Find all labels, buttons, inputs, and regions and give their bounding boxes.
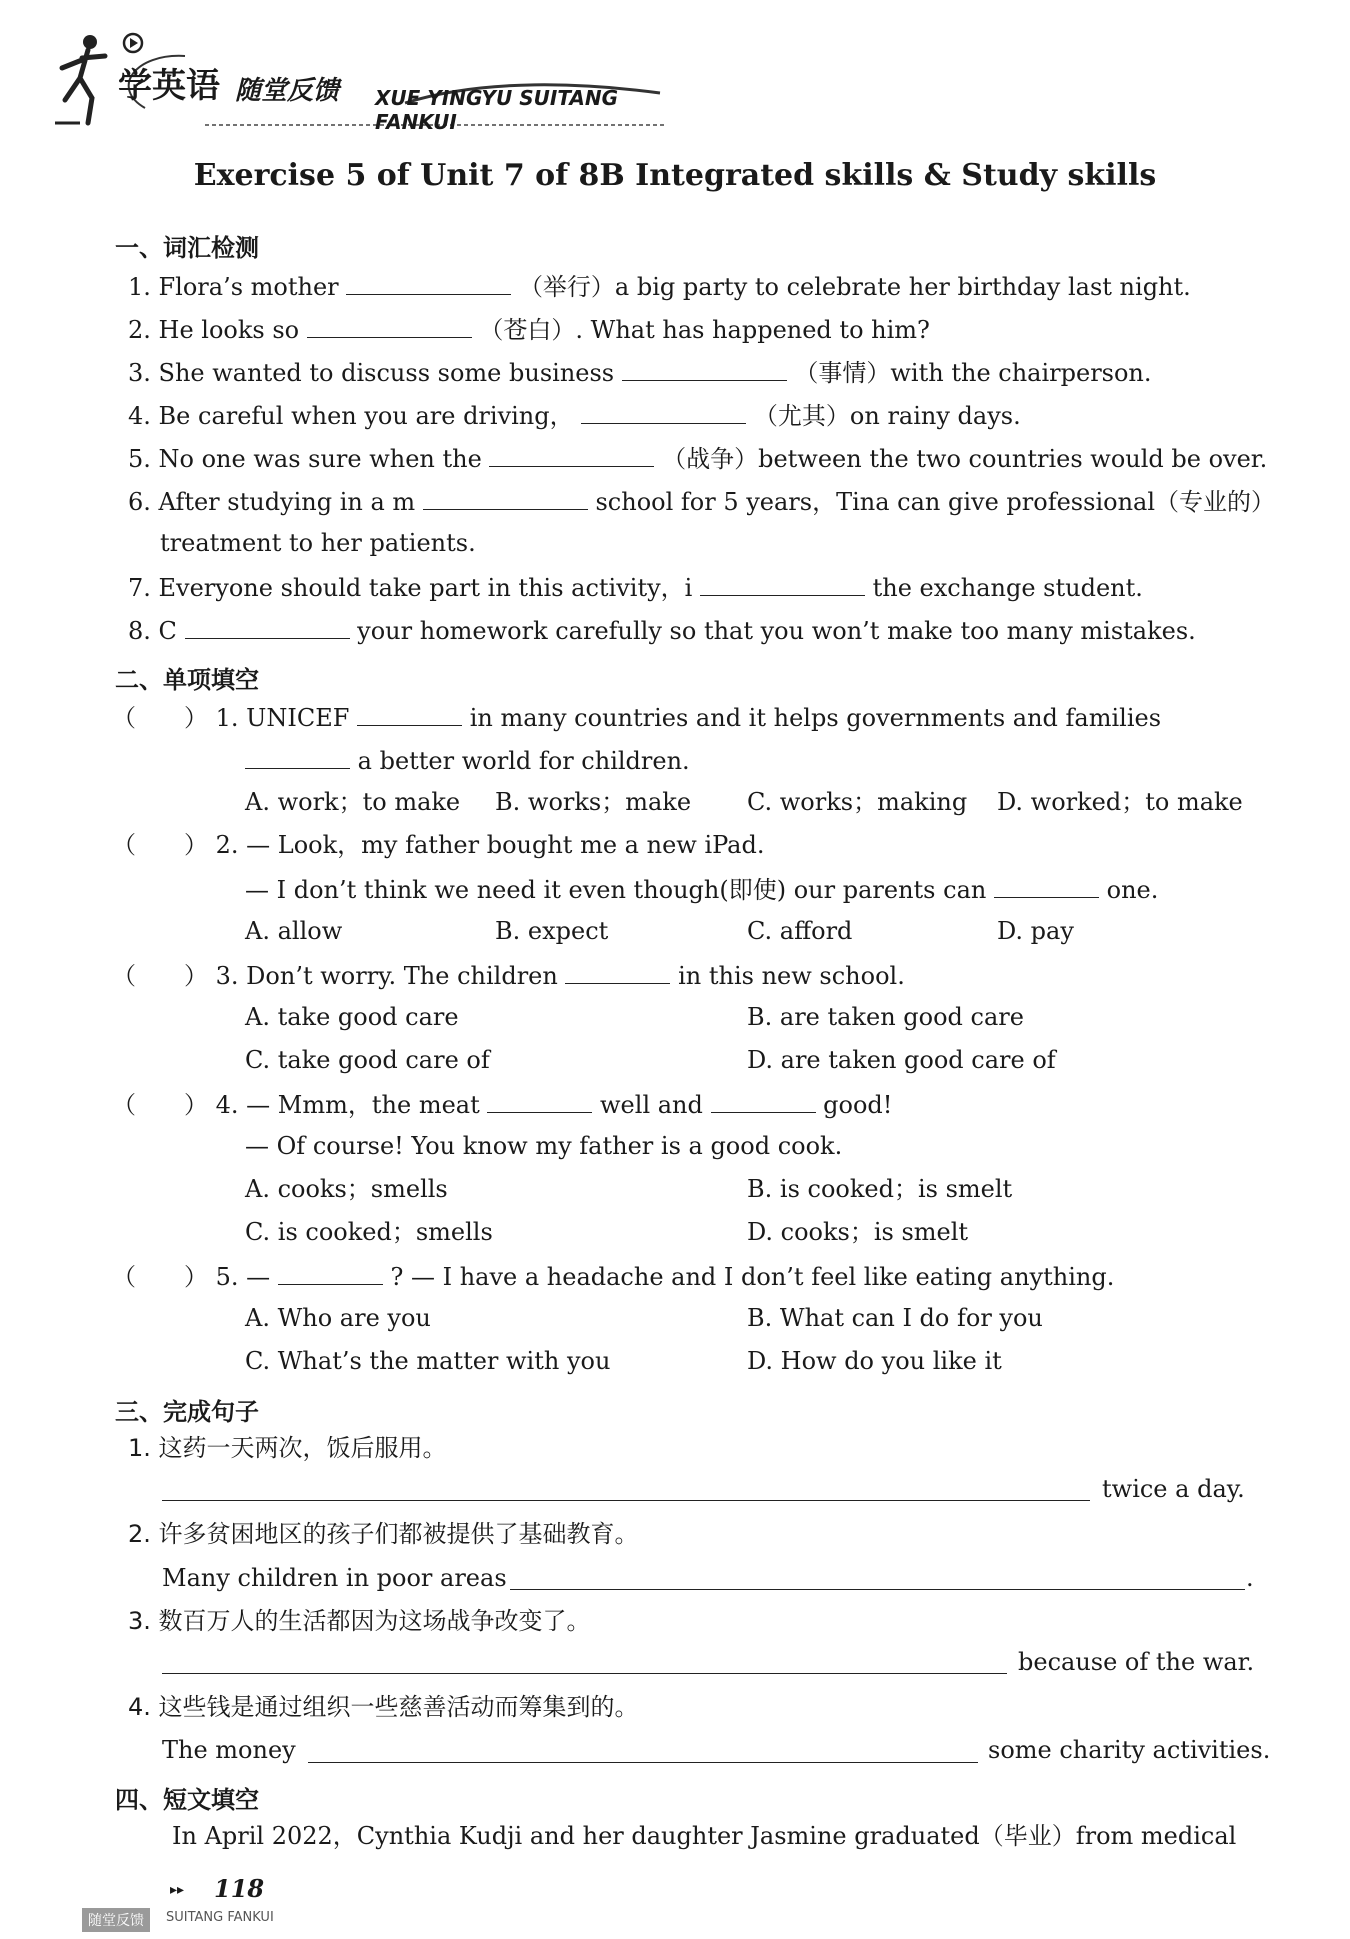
option-d[interactable]: D. pay: [997, 917, 1074, 945]
vocab-question-1: 1. Flora’s mother （举行）a big party to celebrate her birthday last night.: [128, 270, 1191, 302]
translate-question-3-cn: 3. 数百万人的生活都因为这场战争改变了。: [128, 1607, 591, 1635]
answer-blank[interactable]: [278, 1260, 383, 1285]
option-a[interactable]: A. work；to make: [245, 788, 461, 816]
translate-question-2-head: Many children in poor areas: [162, 1564, 507, 1592]
option-b[interactable]: B. expect: [495, 917, 609, 945]
answer-blank[interactable]: [489, 442, 654, 467]
header-logo: [50, 28, 670, 134]
page-number: 118: [214, 1874, 265, 1903]
answer-paren[interactable]: （ ）: [112, 704, 208, 732]
option-d[interactable]: D. are taken good care of: [747, 1046, 1056, 1074]
answer-line[interactable]: [162, 1673, 1007, 1674]
answer-blank[interactable]: [423, 485, 588, 510]
footer-arrows: ▸▸: [170, 1882, 185, 1898]
answer-blank[interactable]: [994, 873, 1099, 898]
logo-subtitle-cn: 随堂反馈: [235, 76, 340, 106]
option-c[interactable]: C. afford: [747, 917, 853, 945]
vocab-question-4: 4. Be careful when you are driving， （尤其）on rainy days.: [128, 399, 1021, 431]
vocab-question-5: 5. No one was sure when the （战争）between the two countries would be over.: [128, 442, 1267, 474]
answer-blank[interactable]: [245, 744, 350, 769]
choice-question-1: （ ） 1. UNICEF in many countries and it helps governments and families: [112, 701, 1161, 733]
page-title: Exercise 5 of Unit 7 of 8B Integrated skills & Study skills: [193, 158, 1157, 193]
vocab-question-6-continued: treatment to her patients.: [160, 529, 476, 557]
answer-paren[interactable]: （ ）: [112, 831, 208, 859]
vocab-question-6: 6. After studying in a m school for 5 years，Tina can give professional（专业的）: [128, 485, 1275, 517]
translate-question-2-tail: .: [1246, 1564, 1254, 1592]
translate-question-1-cn: 1. 这药一天两次，饭后服用。: [128, 1434, 447, 1462]
translate-question-4-cn: 4. 这些钱是通过组织一些慈善活动而筹集到的。: [128, 1693, 639, 1721]
answer-blank[interactable]: [346, 270, 511, 295]
answer-blank[interactable]: [357, 701, 462, 726]
logo-title-cn: 学英语: [118, 66, 220, 106]
translate-question-4-tail: some charity activities.: [988, 1736, 1271, 1764]
section-3-heading: 三、完成句子: [115, 1398, 259, 1426]
option-d[interactable]: D. worked；to make: [997, 788, 1243, 816]
answer-blank[interactable]: [711, 1088, 816, 1113]
choice-question-3: （ ） 3. Don’t worry. The children in this new school.: [112, 959, 905, 991]
option-d[interactable]: D. cooks；is smelt: [747, 1218, 969, 1246]
option-a[interactable]: A. cooks；smells: [245, 1175, 448, 1203]
answer-paren[interactable]: （ ）: [112, 1091, 208, 1119]
vocab-question-7: 7. Everyone should take part in this activity，i the exchange student.: [128, 571, 1143, 603]
option-b[interactable]: B. What can I do for you: [747, 1304, 1043, 1332]
footer-badge: 随堂反馈: [82, 1908, 150, 1932]
option-c[interactable]: C. take good care of: [245, 1046, 490, 1074]
choice-question-2: （ ） 2. — Look，my father bought me a new iPad.: [112, 831, 765, 859]
answer-paren[interactable]: （ ）: [112, 1263, 208, 1291]
option-d[interactable]: D. How do you like it: [747, 1347, 1002, 1375]
answer-blank[interactable]: [307, 313, 472, 338]
answer-blank[interactable]: [565, 959, 670, 984]
option-c[interactable]: C. works；making: [747, 788, 968, 816]
option-a[interactable]: A. allow: [245, 917, 343, 945]
translate-question-2-cn: 2. 许多贫困地区的孩子们都被提供了基础教育。: [128, 1520, 639, 1548]
logo-title-en: XUE YINGYU SUITANG FANKUI: [375, 86, 619, 134]
passage-line-1: In April 2022，Cynthia Kudji and her daughter Jasmine graduated（毕业）from medical: [172, 1822, 1237, 1850]
option-a[interactable]: A. take good care: [245, 1003, 459, 1031]
answer-line[interactable]: [308, 1762, 978, 1763]
vocab-question-2: 2. He looks so （苍白）. What has happened to him?: [128, 313, 930, 345]
translate-question-1-tail: twice a day.: [1102, 1475, 1245, 1503]
option-c[interactable]: C. is cooked；smells: [245, 1218, 493, 1246]
option-b[interactable]: B. works；make: [495, 788, 692, 816]
section-4-heading: 四、短文填空: [115, 1786, 259, 1814]
option-a[interactable]: A. Who are you: [245, 1304, 431, 1332]
answer-blank[interactable]: [185, 614, 350, 639]
answer-blank[interactable]: [581, 399, 746, 424]
choice-question-1-line2: a better world for children.: [245, 744, 690, 776]
footer: [82, 1872, 382, 1932]
translate-question-3-tail: because of the war.: [1018, 1648, 1255, 1676]
section-1-heading: 一、词汇检测: [115, 234, 259, 262]
choice-question-5: （ ） 5. — ? — I have a headache and I don’t feel like eating anything.: [112, 1260, 1114, 1292]
choice-question-4-line2: — Of course! You know my father is a good cook.: [245, 1132, 843, 1160]
option-b[interactable]: B. are taken good care: [747, 1003, 1024, 1031]
vocab-question-3: 3. She wanted to discuss some business （事情）with the chairperson.: [128, 356, 1152, 388]
option-b[interactable]: B. is cooked；is smelt: [747, 1175, 1013, 1203]
answer-blank[interactable]: [487, 1088, 592, 1113]
translate-question-4-head: The money: [162, 1736, 296, 1764]
vocab-question-8: 8. C your homework carefully so that you won’t make too many mistakes.: [128, 614, 1196, 646]
answer-paren[interactable]: （ ）: [112, 962, 208, 990]
answer-line[interactable]: [510, 1589, 1245, 1590]
answer-blank[interactable]: [700, 571, 865, 596]
answer-line[interactable]: [162, 1500, 1090, 1501]
choice-question-2-line2: — I don’t think we need it even though(即使) our parents can one.: [245, 873, 1158, 905]
choice-question-4: （ ） 4. — Mmm，the meat well and good!: [112, 1088, 892, 1120]
section-2-heading: 二、单项填空: [115, 666, 259, 694]
option-c[interactable]: C. What’s the matter with you: [245, 1347, 611, 1375]
footer-label-en: SUITANG FANKUI: [166, 1910, 274, 1925]
answer-blank[interactable]: [622, 356, 787, 381]
